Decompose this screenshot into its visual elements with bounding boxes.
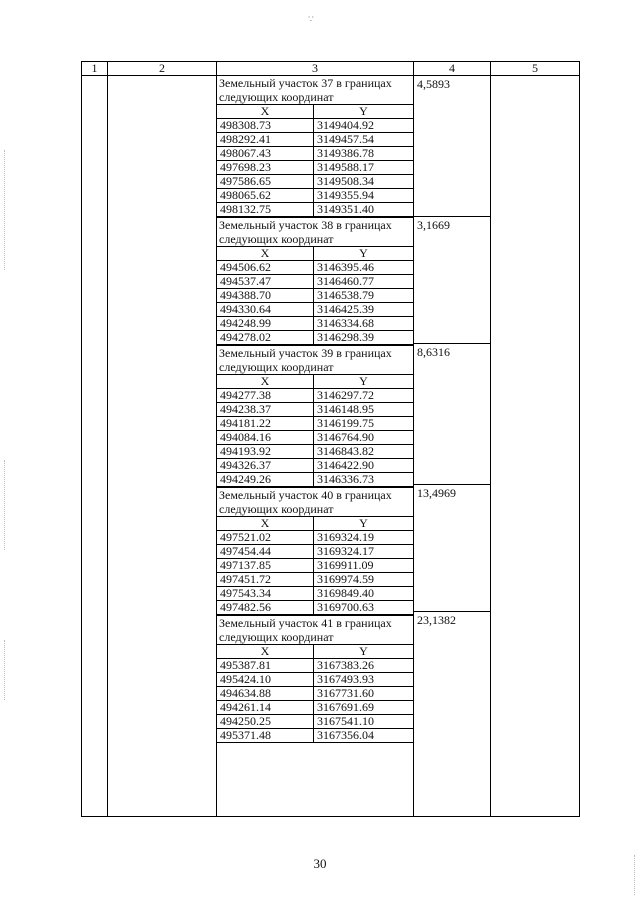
table-row bbox=[217, 403, 413, 417]
table-row bbox=[217, 261, 413, 275]
y-coordinate: 3149508.34 bbox=[314, 175, 414, 189]
y-coordinate: 3146395.46 bbox=[314, 261, 414, 275]
y-coordinate: 3167541.10 bbox=[314, 715, 414, 729]
table-row bbox=[217, 587, 413, 601]
plot-block bbox=[217, 218, 413, 346]
plot-area-value: 23,1382 bbox=[417, 613, 456, 627]
table-row bbox=[217, 473, 413, 487]
x-coordinate: 494634.88 bbox=[217, 687, 314, 701]
scan-edge-line bbox=[4, 640, 6, 700]
table-row bbox=[217, 573, 413, 587]
y-coordinate: 3167493.93 bbox=[314, 673, 414, 687]
x-coordinate: 497482.56 bbox=[217, 601, 314, 615]
table-row bbox=[217, 133, 413, 147]
x-coordinate: 494278.02 bbox=[217, 331, 314, 345]
y-coordinate: 3146334.68 bbox=[314, 317, 414, 331]
column-header-1: 1 bbox=[82, 62, 108, 76]
x-coordinate: 497451.72 bbox=[217, 573, 314, 587]
plot-area-value: 13,4969 bbox=[414, 485, 490, 612]
y-coordinate: 3167691.69 bbox=[314, 701, 414, 715]
plots-cell bbox=[217, 76, 414, 817]
y-coordinate: 3149386.78 bbox=[314, 147, 414, 161]
plot-title: Земельный участок 39 в границах следующих координат bbox=[219, 346, 392, 374]
y-coordinate: 3167383.26 bbox=[314, 659, 414, 673]
table-row bbox=[217, 601, 413, 615]
x-coordinate: 498132.75 bbox=[217, 203, 314, 217]
coordinates-header-row bbox=[217, 105, 413, 119]
x-coordinate: 494084.16 bbox=[217, 431, 314, 445]
plot-area-value: 8,6316 bbox=[414, 344, 490, 485]
table-row bbox=[217, 147, 413, 161]
y-coordinate: 3146148.95 bbox=[314, 403, 414, 417]
y-coordinate: 3149351.40 bbox=[314, 203, 414, 217]
column-5-cell bbox=[491, 76, 580, 817]
coordinates-table bbox=[217, 374, 413, 487]
x-coordinate: 494261.14 bbox=[217, 701, 314, 715]
x-coordinate: 494238.37 bbox=[217, 403, 314, 417]
table-row bbox=[217, 175, 413, 189]
table-row bbox=[217, 673, 413, 687]
x-coordinate: 497137.85 bbox=[217, 559, 314, 573]
y-coordinate: 3167356.04 bbox=[314, 729, 414, 743]
y-coordinate: 3146297.72 bbox=[314, 389, 414, 403]
plot-block bbox=[217, 76, 413, 218]
x-coordinate: 494277.38 bbox=[217, 389, 314, 403]
y-coordinate: 3167731.60 bbox=[314, 687, 414, 701]
table-row bbox=[217, 317, 413, 331]
scan-edge-line bbox=[4, 460, 6, 550]
x-coordinate: 497521.02 bbox=[217, 531, 314, 545]
x-coordinate: 495371.48 bbox=[217, 729, 314, 743]
table-row bbox=[217, 119, 413, 133]
x-coordinate: 497698.23 bbox=[217, 161, 314, 175]
y-coordinate: 3146843.82 bbox=[314, 445, 414, 459]
table-row bbox=[217, 303, 413, 317]
x-coordinate: 494326.37 bbox=[217, 459, 314, 473]
x-coordinate: 494181.22 bbox=[217, 417, 314, 431]
y-coordinate: 3169324.19 bbox=[314, 531, 414, 545]
table-row bbox=[217, 531, 413, 545]
plot-title: Земельный участок 38 в границах следующих координат bbox=[219, 218, 392, 246]
column-2-cell bbox=[108, 76, 217, 817]
table-row bbox=[217, 459, 413, 473]
y-coordinate: 3169324.17 bbox=[314, 545, 414, 559]
x-coordinate: 498308.73 bbox=[217, 119, 314, 133]
column-header-3: 3 bbox=[217, 62, 414, 76]
coordinates-header-row bbox=[217, 645, 413, 659]
y-column-header: Y bbox=[314, 645, 414, 659]
land-plots-table bbox=[81, 61, 580, 817]
table-row bbox=[217, 275, 413, 289]
table-row bbox=[217, 729, 413, 743]
coordinates-table bbox=[217, 644, 413, 743]
y-coordinate: 3146199.75 bbox=[314, 417, 414, 431]
table-row bbox=[217, 715, 413, 729]
x-coordinate: 494249.26 bbox=[217, 473, 314, 487]
table-row bbox=[217, 545, 413, 559]
y-column-header: Y bbox=[314, 375, 414, 389]
column-1-cell bbox=[82, 76, 108, 817]
plot-block bbox=[217, 616, 413, 743]
scan-edge-line bbox=[4, 150, 6, 270]
table-row bbox=[217, 687, 413, 701]
body-row bbox=[82, 76, 580, 817]
x-column-header: X bbox=[217, 517, 314, 531]
plot-block bbox=[217, 346, 413, 488]
x-coordinate: 494506.62 bbox=[217, 261, 314, 275]
x-coordinate: 498067.43 bbox=[217, 147, 314, 161]
column-header-row bbox=[82, 62, 580, 76]
x-coordinate: 494248.99 bbox=[217, 317, 314, 331]
table-row bbox=[217, 289, 413, 303]
y-coordinate: 3146298.39 bbox=[314, 331, 414, 345]
column-header-2: 2 bbox=[108, 62, 217, 76]
table-row bbox=[217, 417, 413, 431]
x-column-header: X bbox=[217, 645, 314, 659]
x-coordinate: 494330.64 bbox=[217, 303, 314, 317]
y-coordinate: 3149355.94 bbox=[314, 189, 414, 203]
scan-mark: ∵ bbox=[308, 14, 314, 24]
table-row bbox=[217, 331, 413, 345]
x-coordinate: 497586.65 bbox=[217, 175, 314, 189]
x-coordinate: 498292.41 bbox=[217, 133, 314, 147]
x-column-header: X bbox=[217, 105, 314, 119]
coordinates-table bbox=[217, 104, 413, 217]
x-coordinate: 498065.62 bbox=[217, 189, 314, 203]
y-coordinate: 3169974.59 bbox=[314, 573, 414, 587]
x-column-header: X bbox=[217, 375, 314, 389]
coordinates-header-row bbox=[217, 247, 413, 261]
plot-title: Земельный участок 40 в границах следующих координат bbox=[219, 488, 392, 516]
x-coordinate: 495387.81 bbox=[217, 659, 314, 673]
coordinates-header-row bbox=[217, 517, 413, 531]
y-coordinate: 3149404.92 bbox=[314, 119, 414, 133]
coordinates-table bbox=[217, 246, 413, 345]
plot-area-value: 4,5893 bbox=[414, 76, 490, 217]
plot-area-value: 3,1669 bbox=[414, 217, 490, 344]
column-header-5: 5 bbox=[491, 62, 580, 76]
plot-title: Земельный участок 41 в границах следующих координат bbox=[219, 616, 392, 644]
y-column-header: Y bbox=[314, 247, 414, 261]
table-row bbox=[217, 389, 413, 403]
y-column-header: Y bbox=[314, 517, 414, 531]
x-coordinate: 494250.25 bbox=[217, 715, 314, 729]
plot-title: Земельный участок 37 в границах следующих координат bbox=[219, 76, 392, 104]
y-column-header: Y bbox=[314, 105, 414, 119]
y-coordinate: 3149457.54 bbox=[314, 133, 414, 147]
coordinates-table bbox=[217, 516, 413, 615]
table-row bbox=[217, 659, 413, 673]
y-coordinate: 3146764.90 bbox=[314, 431, 414, 445]
x-coordinate: 497454.44 bbox=[217, 545, 314, 559]
x-coordinate: 494193.92 bbox=[217, 445, 314, 459]
table-row bbox=[217, 161, 413, 175]
x-coordinate: 497543.34 bbox=[217, 587, 314, 601]
areas-cell bbox=[414, 76, 491, 817]
y-coordinate: 3146538.79 bbox=[314, 289, 414, 303]
table-row bbox=[217, 559, 413, 573]
y-coordinate: 3146336.73 bbox=[314, 473, 414, 487]
table-row bbox=[217, 189, 413, 203]
table-row bbox=[217, 445, 413, 459]
plot-block bbox=[217, 488, 413, 616]
table-row bbox=[217, 431, 413, 445]
y-coordinate: 3169911.09 bbox=[314, 559, 414, 573]
x-coordinate: 494388.70 bbox=[217, 289, 314, 303]
column-header-4: 4 bbox=[414, 62, 491, 76]
page-number: 30 bbox=[313, 856, 327, 871]
table-row bbox=[217, 203, 413, 217]
table-row bbox=[217, 701, 413, 715]
y-coordinate: 3149588.17 bbox=[314, 161, 414, 175]
y-coordinate: 3146460.77 bbox=[314, 275, 414, 289]
y-coordinate: 3146425.39 bbox=[314, 303, 414, 317]
x-coordinate: 495424.10 bbox=[217, 673, 314, 687]
y-coordinate: 3169700.63 bbox=[314, 601, 414, 615]
x-column-header: X bbox=[217, 247, 314, 261]
x-coordinate: 494537.47 bbox=[217, 275, 314, 289]
coordinates-header-row bbox=[217, 375, 413, 389]
y-coordinate: 3169849.40 bbox=[314, 587, 414, 601]
y-coordinate: 3146422.90 bbox=[314, 459, 414, 473]
